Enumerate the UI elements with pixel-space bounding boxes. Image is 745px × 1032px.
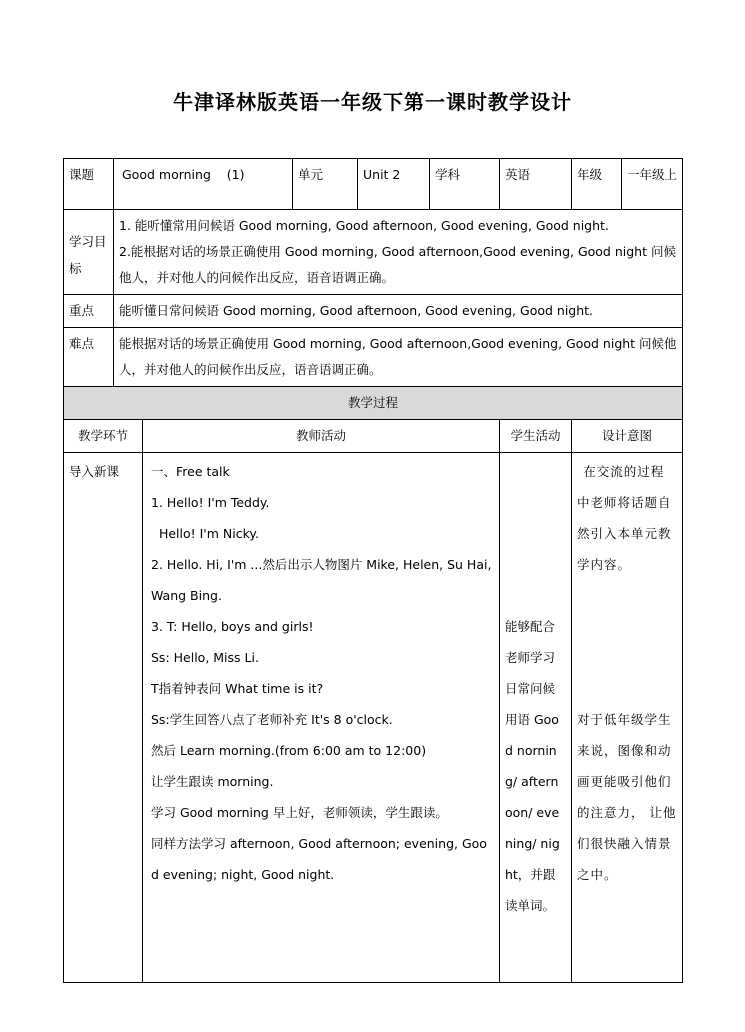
key-point-row <box>64 295 683 328</box>
lesson-plan-table <box>63 158 683 983</box>
goals-value <box>114 210 683 295</box>
subject-value: 英语 <box>500 159 572 210</box>
student-activity-cell <box>500 453 572 983</box>
difficulty-label: 难点 <box>64 328 114 387</box>
stage-cell: 导入新课 <box>64 453 143 983</box>
unit-label: 单元 <box>293 159 358 210</box>
teacher-line: Ss:学生回答八点了老师补充 It's 8 o'clock. <box>151 712 393 727</box>
goals-label: 学习目标 <box>64 210 114 295</box>
page-title: 牛津译林版英语一年级下第一课时教学设计 <box>173 90 572 114</box>
teacher-line: Hello! I'm Nicky. <box>151 526 259 541</box>
teacher-line: 3. T: Hello, boys and girls! <box>151 619 314 634</box>
subject-label: 学科 <box>430 159 500 210</box>
goals-row <box>64 210 683 295</box>
goal-line-2: 2.能根据对话的场景正确使用 Good morning, Good afternoon,Good evening, Good night 问候他人，并对他人的问候作出反应，语音语调正确。 <box>119 244 676 285</box>
process-header-row <box>64 420 683 453</box>
teacher-line: T指着钟表问 What time is it? <box>151 681 324 696</box>
col-stage-header: 教学环节 <box>64 420 143 453</box>
intent-text-1: 在交流的过程中老师将话题自然引入本单元教学内容。 <box>577 464 672 572</box>
col-student-header: 学生活动 <box>500 420 572 453</box>
student-activity-text: 能够配合老师学习日常问候用语 Good norning/ afternoon/ evening/ night，并跟读单词。 <box>505 619 560 913</box>
key-point-value: 能听懂日常问候语 Good morning, Good afternoon, Good evening, Good night. <box>114 295 683 328</box>
col-teacher-header: 教师活动 <box>143 420 500 453</box>
teacher-line: 1. Hello! I'm Teddy. <box>151 495 270 510</box>
grade-label: 年级 <box>572 159 622 210</box>
teacher-activity-cell <box>143 453 500 983</box>
difficulty-value: 能根据对话的场景正确使用 Good morning, Good afternoon,Good evening, Good night 问候他人，并对他人的问候作出反应，语音语调正确。 <box>114 328 683 387</box>
teacher-line: Ss: Hello, Miss Li. <box>151 650 259 665</box>
teacher-line: 同样方法学习 afternoon, Good afternoon; evening, Good evening; night, Good night. <box>151 836 487 882</box>
teacher-line: 2. Hello. Hi, I'm ...然后出示人物图片 Mike, Helen, Su Hai, Wang Bing. <box>151 557 492 603</box>
info-row <box>64 159 683 210</box>
process-heading: 教学过程 <box>64 387 683 420</box>
topic-value: Good morning (1) <box>114 159 293 210</box>
process-content-row <box>64 453 683 983</box>
intent-cell <box>572 453 683 983</box>
goal-line-1: 1. 能听懂常用问候语 Good morning, Good afternoon, Good evening, Good night. <box>119 218 609 233</box>
teacher-line: 一、Free talk <box>151 464 230 479</box>
teacher-line: 让学生跟读 morning. <box>151 774 274 789</box>
key-point-label: 重点 <box>64 295 114 328</box>
teacher-line: 学习 Good morning 早上好，老师领读，学生跟读。 <box>151 805 448 820</box>
col-intent-header: 设计意图 <box>572 420 683 453</box>
grade-value: 一年级上 <box>622 159 683 210</box>
intent-text-2: 对于低年级学生来说，图像和动画更能吸引他们的注意力， 让他们很快融入情景之中。 <box>577 712 677 882</box>
process-heading-row <box>64 387 683 420</box>
teacher-line: 然后 Learn morning.(from 6:00 am to 12:00) <box>151 743 427 758</box>
topic-label: 课题 <box>64 159 114 210</box>
difficulty-row <box>64 328 683 387</box>
unit-value: Unit 2 <box>358 159 430 210</box>
